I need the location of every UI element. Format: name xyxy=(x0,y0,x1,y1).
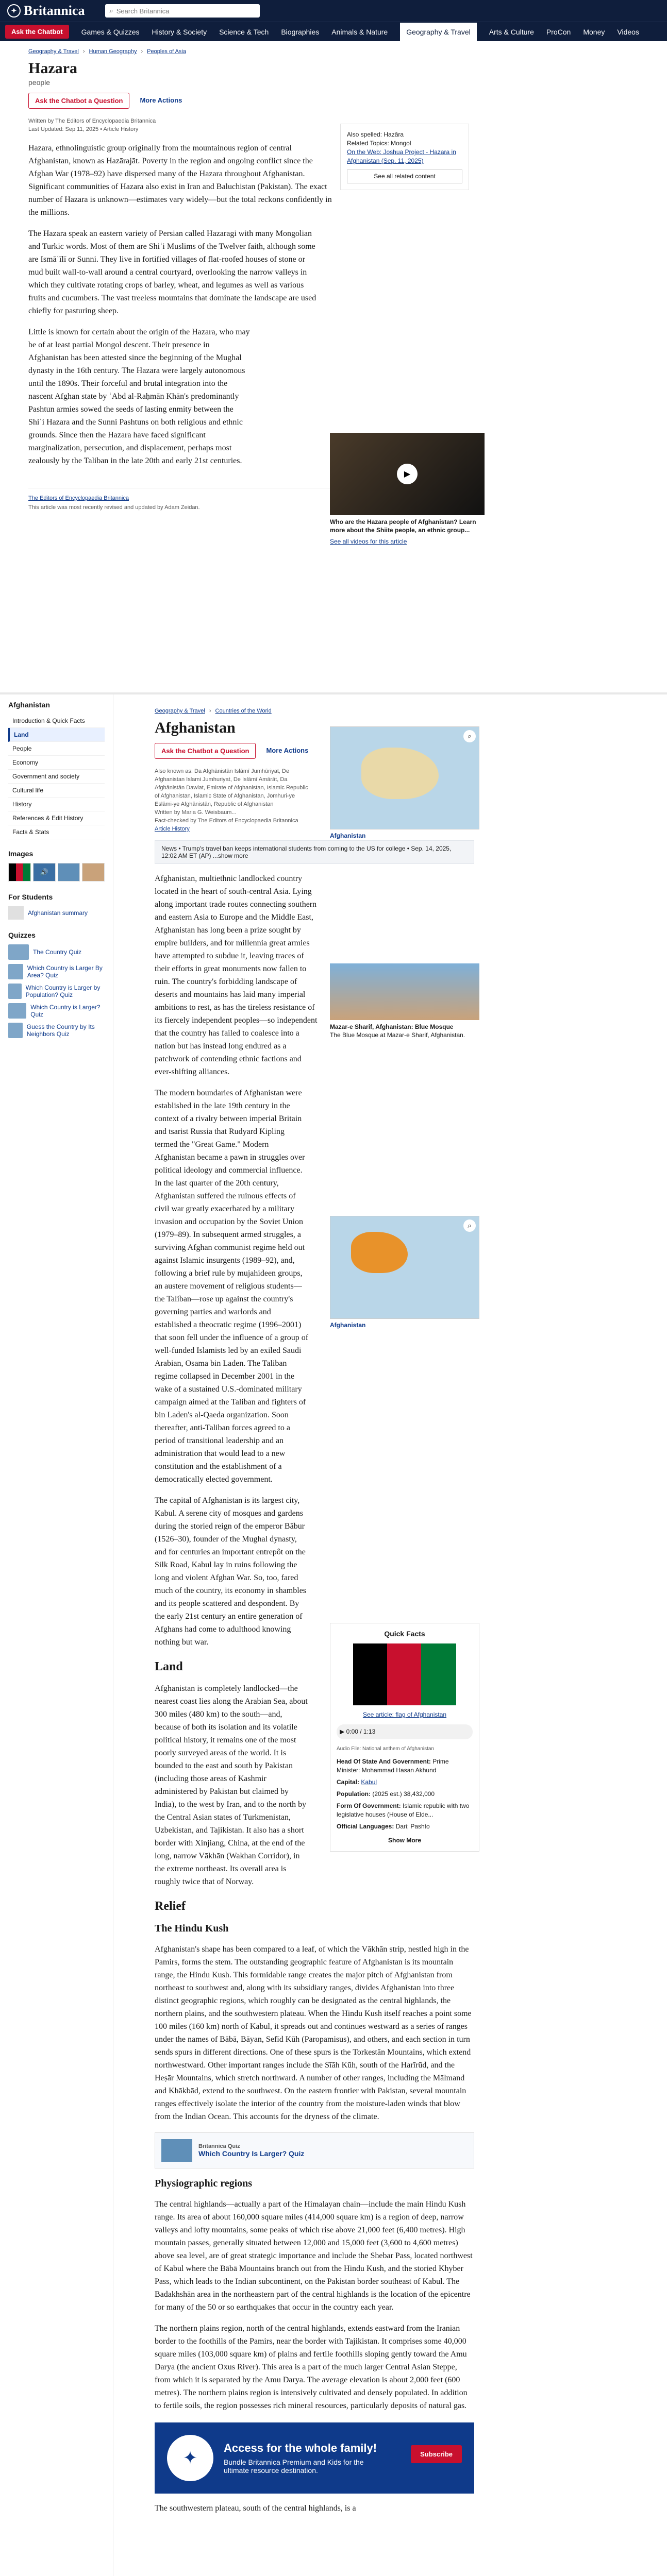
nav-arts[interactable]: Arts & Culture xyxy=(489,27,534,36)
nav-history[interactable]: History & Society xyxy=(152,27,207,36)
revision-note: This article was most recently revised and updated by Adam Zeidan. xyxy=(28,504,200,511)
photo-caption: Mazar-e Sharif, Afghanistan: Blue Mosque The Blue Mosque at Mazar-e Sharif, Afghanistan. xyxy=(330,1023,465,1039)
see-related-button[interactable]: See all related content xyxy=(347,170,462,183)
quiz-link[interactable]: Which Country is Larger? Quiz xyxy=(8,1003,105,1019)
toc-title: Afghanistan xyxy=(8,701,50,709)
flag-image[interactable] xyxy=(353,1643,456,1705)
toc-item[interactable]: Facts & Stats xyxy=(8,825,105,839)
country-shape xyxy=(361,748,439,799)
toc-item[interactable]: History xyxy=(8,798,105,811)
page-subtitle: people xyxy=(28,78,51,87)
subscribe-button[interactable]: Subscribe xyxy=(411,2445,462,2463)
ask-question-button[interactable]: Ask the Chatbot a Question xyxy=(155,743,256,759)
nav-videos[interactable]: Videos xyxy=(617,27,639,36)
quiz-link[interactable]: Which Country is Larger By Area? Quiz xyxy=(8,964,105,979)
image-thumbnails xyxy=(8,863,105,882)
paragraph: Hazara, ethnolinguistic group originally from the mountainous region of central Afghanistan, known as Hazārajāt. Poverty in the region and ongoing conflict since the Afghan War (1978–92) have dispersed many of the Hazara throughout Afghanistan. Significant communities of Hazara also exist in Iran and Baluchistan (Pakistan). The exact number of Hazara is unknown—estimates vary widely—but the total reckons confidently in the millions. xyxy=(28,144,332,217)
nav-money[interactable]: Money xyxy=(583,27,605,36)
toc-item[interactable]: Government and society xyxy=(8,770,105,784)
flag-thumbnail[interactable] xyxy=(8,863,31,882)
toc-item[interactable]: Cultural life xyxy=(8,784,105,798)
nav-animals[interactable]: Animals & Nature xyxy=(331,27,388,36)
toc-item-land[interactable]: Land xyxy=(8,728,105,742)
afghanistan-region-map[interactable] xyxy=(330,1216,479,1319)
subsection-heading: The Hindu Kush xyxy=(155,1923,229,1934)
quiz-icon xyxy=(8,984,22,999)
document-icon xyxy=(8,906,24,920)
paragraph: The central highlands—actually a part of the Himalayan chain—include the main Hindu Kush range. Its area of about 160,000 square miles (414,000 square km) is a region of deep, narrow valleys and lofty mountains, some peaks of which rise above 21,000 feet (6,400 metres). High mountain passes, generally situated between 12,000 and 15,000 feet (3,600 to 4,600 metres) above sea level, are of great strategic importance and include the Shebar Pass, located northwest of Kabul where the Bābā Mountains branch out from the Hindu Kush, and the storied Khyber Pass, which leads to the Indian subcontinent, on the Pakistan border southeast of Kabul. The Badakhshān area in the northeastern part of the central highlands is the location of the epicentre for many of the 50 or so earthquakes that occur in the country each year. xyxy=(155,2200,473,2312)
paragraph: The capital of Afghanistan is its largest city, Kabul. A serene city of mosques and gardens during the storied reign of the emperor Bābur (1526–30), founder of the Mughal dynasty, and for centuries an important entrepôt on the Silk Road, Kabul lay in ruins following the long and violent Afghan War. So, too, fared much of the country, its economy in shambles and its people scattered and despondent. By the early 21st century an entire generation of Afghans had come to adulthood knowing nothing but war. xyxy=(155,1496,307,1647)
audio-player[interactable]: ▶ 0:00 / 1:13 xyxy=(337,1724,473,1739)
thistle-icon: ✦ xyxy=(7,4,21,18)
afghanistan-map[interactable] xyxy=(330,726,479,829)
britannica-logo[interactable]: ✦ Britannica xyxy=(7,3,85,19)
search-icon: ⌕ xyxy=(109,7,113,14)
toc-item[interactable]: People xyxy=(8,742,105,756)
zoom-icon[interactable]: ⌕ xyxy=(463,1219,476,1232)
map-caption[interactable]: Afghanistan xyxy=(330,1321,366,1329)
ask-chatbot-button[interactable]: Ask the Chatbot xyxy=(5,25,69,39)
thistle-icon: ✦ xyxy=(167,2435,213,2481)
table-of-contents xyxy=(8,714,105,839)
country-shape xyxy=(351,1232,408,1273)
quiz-icon xyxy=(8,1003,26,1019)
toc-item[interactable]: References & Edit History xyxy=(8,811,105,825)
paragraph: The Hazara speak an eastern variety of Persian called Hazaragi with many Mongolian and Turkic words. Most of them are Shiʿi Muslims of the Twelver faith, although some are Ismāʿīlī or Sunni. They live in fortified villages of flat-roofed houses of stone or mud built wall-to-wall around a central courtyard, overlooking the narrow valleys in which they cultivate rotating crops of barley, wheat, and legumes as well as various fruits and cucumbers. The vast treeless mountains that dominate the landscape are used chiefly for pasturing sheep. xyxy=(28,229,316,315)
byline[interactable]: The Editors of Encyclopaedia Britannica xyxy=(28,495,129,501)
quiz-link[interactable]: The Country Quiz xyxy=(8,944,105,960)
toc-item[interactable]: Introduction & Quick Facts xyxy=(8,714,105,728)
quiz-banner[interactable]: Britannica Quiz Which Country Is Larger? Quiz xyxy=(155,2132,474,2168)
paragraph: Afghanistan is completely landlocked—the nearest coast lies along the Arabian Sea, about 300 miles (480 km) to the south—and, because of both its isolation and its volatile political history, it remains one of the most poorly surveyed areas of the world. It is bounded to the east and south by Pakistan (including those areas of Kashmir administered by Pakistan but claimed by India), to the west by Iran, and to the north by the Central Asian states of Turkmenistan, Uzbekistan, and Tajikistan. It also has a short border with Xinjiang, China, at the end of the long, narrow Vākhān (Wakhan Corridor), in the extreme northeast. Its overall area is roughly twice that of Norway. xyxy=(155,1684,308,1886)
breadcrumb: Geography & Travel › Countries of the World xyxy=(155,708,272,714)
map-caption[interactable]: Afghanistan xyxy=(330,832,366,839)
paragraph: The northern plains region, north of the central highlands, extends eastward from the Iranian border to the foothills of the Pamirs, near the border with Tajikistan. It comprises some 40,000 square miles (103,000 square km) of plains and fertile foothills sloping gently toward the Amu Darya (the ancient Oxus River). This area is a part of the much larger Central Asian Steppe, from which it is separated by the Amu Darya. The average elevation is about 2,000 feet (600 metres). The northern plains region is intensively cultivated and densely populated. In addition to fertile soils, the region possesses rich mineral resources, particularly deposits of natural gas. xyxy=(155,2324,468,2410)
student-summary-link[interactable]: Afghanistan summary xyxy=(8,906,105,920)
image-thumbnail[interactable] xyxy=(82,863,105,882)
quiz-icon xyxy=(8,1023,23,1038)
ask-question-button[interactable]: Ask the Chatbot a Question xyxy=(28,93,129,109)
quiz-icon xyxy=(8,964,23,979)
play-icon[interactable]: ▶ xyxy=(397,464,418,484)
quizzes-title: Quizzes xyxy=(8,931,36,939)
paragraph: Little is known for certain about the origin of the Hazara, who may be of at least partial Mongol descent. Their presence in Afghanistan has been attested since the beginning of the Mughal dynasty in the 16th century. The Hazara were largely autonomous until the 1890s. Their forceful and brutal integration into the nascent Afghan state by ʿAbd al-Raḥmān Khān's predominantly Pashtun armies sowed the seeds of lasting enmity between the Shiʿi Hazara and the Sunni Pashtuns on both religious and ethnic grounds. Since then the Hazara have faced significant marginalization, persecution, and displacement, perhaps most zealously by the Taliban in the late 20th and early 21st centuries. xyxy=(28,328,250,465)
mosque-photo[interactable] xyxy=(330,963,479,1020)
search-input[interactable]: ⌕ Search Britannica xyxy=(105,4,260,18)
page-title: Hazara xyxy=(28,60,77,77)
video-caption: Who are the Hazara people of Afghanistan? Learn more about the Shiite people, an ethnic group... See all videos for this article xyxy=(330,518,476,545)
fact-row: Capital: Kabul xyxy=(337,1778,377,1786)
paragraph: Afghanistan, multiethnic landlocked country located in the heart of south-central Asia. Lying along important trade routes connecting southern and eastern Asia to Europe and the Middle East, Afghanistan has long been a prize sought by empire builders, and for millennia great armies have attempted to subdue it, leaving traces of their efforts in great monuments now fallen to ruin. The country's forbidding landscape of deserts and mountains has laid many imperial ambitions to rest, as has the tireless resistance of its fiercely independent peoples—so independent that the country has failed to coalesce into a nation but has instead long endured as a patchwork of contending ethnic factions and ever-shifting alliances. xyxy=(155,874,318,1076)
zoom-icon[interactable]: ⌕ xyxy=(463,730,476,742)
section-heading: Relief xyxy=(155,1900,186,1913)
related-card: Also spelled: Hazāra Related Topics: Mongol On the Web: Joshua Project - Hazara in Afghanistan (Sep. 11, 2025) See all related content xyxy=(340,124,469,190)
nav-science[interactable]: Science & Tech xyxy=(219,27,269,36)
nav-geography[interactable]: Geography & Travel xyxy=(400,23,477,41)
quiz-link[interactable]: Which Country is Larger by Population? Quiz xyxy=(8,984,105,999)
hazara-article xyxy=(28,41,332,512)
subsection-heading: Physiographic regions xyxy=(155,2178,253,2189)
toc-item[interactable]: Economy xyxy=(8,756,105,770)
nav-biographies[interactable]: Biographies xyxy=(281,27,320,36)
fact-row: Head Of State And Government: Prime Minister: Mohammad Hasan Akhund xyxy=(337,1758,449,1774)
breadcrumb: Geography & Travel › Human Geography › Peoples of Asia xyxy=(28,48,186,55)
paragraph: The southwestern plateau, south of the central highlands, is a xyxy=(155,2504,356,2513)
quiz-image xyxy=(161,2139,192,2162)
students-title: For Students xyxy=(8,893,53,901)
quiz-link[interactable]: Guess the Country by Its Neighbors Quiz xyxy=(8,1023,105,1038)
more-actions-button[interactable]: More Actions xyxy=(140,96,182,104)
show-more-button[interactable]: Show More xyxy=(388,1837,421,1844)
play-icon[interactable]: ▶ xyxy=(340,1728,346,1735)
subscribe-banner: ✦ Access for the whole family! Bundle Britannica Premium and Kids for the ultimate resource destination. Subscribe xyxy=(155,2422,474,2494)
audio-thumbnail[interactable]: 🔊 xyxy=(33,863,56,882)
quiz-icon xyxy=(8,944,29,960)
more-actions-button[interactable]: More Actions xyxy=(266,747,309,754)
paragraph: Afghanistan's shape has been compared to a leaf, of which the Vākhān strip, nestled high in the Pamirs, forms the stem. The outstanding geographic feature of Afghanistan is its mountain range, the Hindu Kush. This formidable range creates the major pitch of Afghanistan from northeast to southwest and, along with its subsidiary ranges, divides Afghanistan into three distinct geographic regions, which roughly can be designated as the central highlands, the northern plains, and the southwestern plateau. When the Hindu Kush itself reaches a point some 100 miles (160 km) north of Kabul, it spreads out and continues westward as a series of ranges under the names of Bābā, Bāyan, Sefīd Kūh (Paropamisus), and others, and each section in turn sends spurs in different directions. One of these spurs is the Torkestān Mountains, which extend northwestward. Other important ranges include the Sīāh Kūh, south of the Harīrūd, and the Heṣār Mountains, which stretch northward. A number of other ranges, including the Mālmand and Khākbād, extend to the southwest. On the eastern frontier with Pakistan, several mountain ranges effectively isolate the interior of the country from the moisture-laden winds that blow from the Indian Ocean. This accounts for the dryness of the climate. xyxy=(155,1945,472,2121)
article-meta: Also known as: Da Afghānistān Islāmī Jumhūriyat, De Afghanistan Islami Jumhuriyat, De Islāmī Amārāt, Da Afghānistān Dawlat, Emirate of Afghanistan, Islamic Republic of Afghanistan, Islamic State of Afghanistan, Jomhuri-ye Eslāmi-ye Afghānistān, Republic of Afghanistan Written by Maria G. Weisbaum... Fact-checked by The Editors of Encyclopaedia Britannica Article History xyxy=(155,768,308,832)
page-title: Afghanistan xyxy=(155,719,236,736)
fact-row: Population: (2025 est.) 38,432,000 xyxy=(337,1790,435,1798)
video-player[interactable] xyxy=(330,433,485,515)
fact-row: Form Of Government: Islamic republic with two legislative houses (House of Elde... xyxy=(337,1802,470,1818)
fact-row: Official Languages: Dari; Pashto xyxy=(337,1823,430,1830)
news-bar[interactable]: News • Trump's travel ban keeps international students from coming to the US for college • Sep. 14, 2025, 12:02 AM ET (AP) ...show more xyxy=(155,840,474,864)
images-title: Images xyxy=(8,850,34,858)
section-heading: Land xyxy=(155,1660,183,1673)
main-nav xyxy=(0,22,667,41)
nav-procon[interactable]: ProCon xyxy=(546,27,571,36)
top-bar xyxy=(0,0,667,22)
paragraph: The modern boundaries of Afghanistan were established in the late 19th century in the context of a rivalry between imperial Britain and tsarist Russia that Rudyard Kipling termed the "Great Game." Modern Afghanistan became a pawn in struggles over political ideology and commercial influence. In the last quarter of the 20th century, Afghanistan suffered the ruinous effects of civil war greatly exacerbated by a military invasion and occupation by the Soviet Union (1979–89). In subsequent armed struggles, a surviving Afghan communist regime held out against Islamic insurgents (1989–92), and, following a brief rule by mujahideen groups, an austere movement of religious students—the Taliban—rose up against the country's governing parties and warlords and established a theocratic regime (1996–2001) that soon fell under the influence of a group of well-funded Islamists led by an exiled Saudi Arabian, Osama bin Laden. The Taliban regime collapsed in December 2001 in the wake of a sustained U.S.-dominated military campaign aimed at the Taliban and fighters of bin Laden's al-Qaeda organization. Soon thereafter, anti-Taliban forces agreed to a period of transitional leadership and an administration that would lead to a new constitution and the establishment of a democratically elected government. xyxy=(155,1089,309,1484)
quick-facts: Quick Facts See article: flag of Afghanistan ▶ 0:00 / 1:13 Audio File: National anthem of Afghanistan Head Of State And Government: Prime Minister: Mohammad Hasan Akhund Capital: Kabul Population: (2025 est.) 38,432,000 Form Of Government: Islamic republic with two legislative houses (House of Elde... Official Languages: Dari; Pashto Show More xyxy=(330,1623,479,1852)
article-meta: Written by The Editors of Encyclopaedia Britannica Last Updated: Sep 11, 2025 • Article History xyxy=(28,118,156,132)
image-thumbnail[interactable] xyxy=(58,863,80,882)
left-sidebar xyxy=(0,694,113,2576)
nav-games[interactable]: Games & Quizzes xyxy=(81,27,140,36)
